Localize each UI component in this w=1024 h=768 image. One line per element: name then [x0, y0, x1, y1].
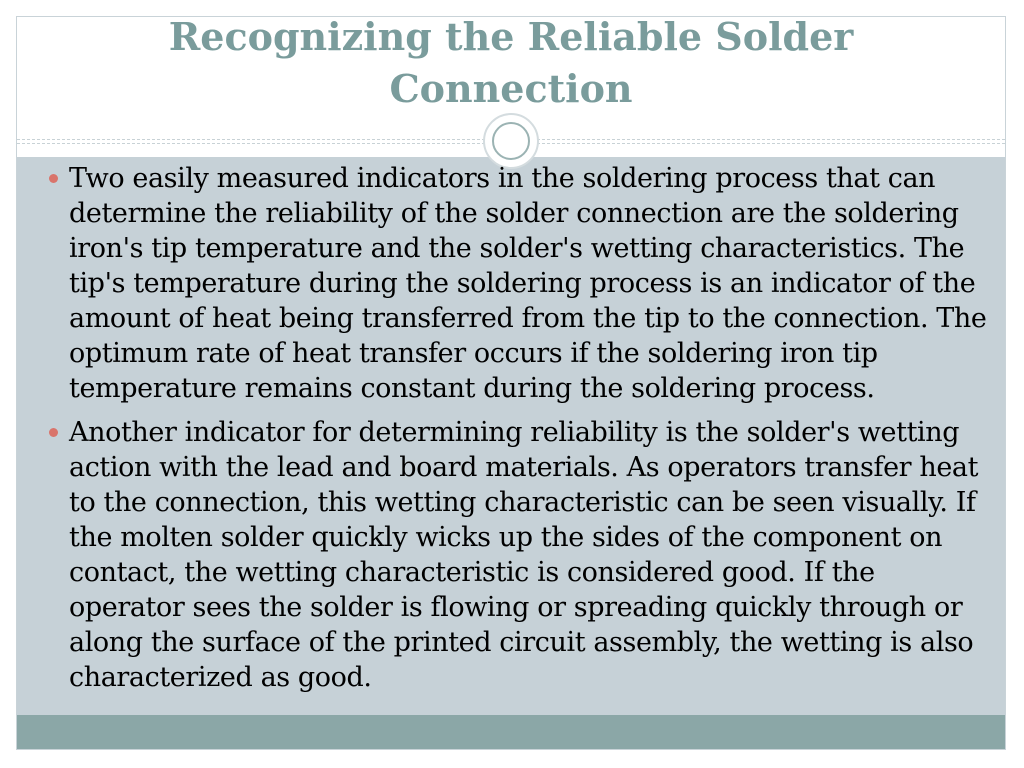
slide-frame — [16, 16, 1006, 750]
bullet-dot-icon — [49, 428, 58, 437]
bullet-dot-icon — [49, 174, 58, 183]
bullet-item — [47, 161, 997, 406]
slide-title — [17, 16, 1005, 115]
bullet-text: Another indicator for determining reliability is the solder's wetting action with the lead and board materials. As operators transfer heat to the connection, this wetting characteristic can be seen visually. If the molten solder quickly wicks up the sides of the component on contact, the wetting characteristic is considered good. If the operator sees the solder is flowing or spreading quickly through or along the surface of the printed circuit assembly, the wetting is also characterized as good. — [69, 417, 979, 693]
title-line-2: Connection — [389, 66, 633, 111]
bottom-band — [17, 715, 1005, 749]
circle-ornament-inner — [492, 122, 530, 160]
bullet-text: Two easily measured indicators in the soldering process that can determine the reliability of the solder connection are the soldering iron's tip temperature and the solder's wetting characteristics. The tip's temperature during the soldering process is an indicator of the amount of heat being transferred from the tip to the connection. The optimum rate of heat transfer occurs if the soldering iron tip temperature remains constant during the soldering process. — [69, 163, 987, 404]
bullet-item — [47, 415, 997, 695]
title-line-1: Recognizing the Reliable Solder — [168, 16, 854, 59]
bullet-list — [47, 161, 997, 704]
